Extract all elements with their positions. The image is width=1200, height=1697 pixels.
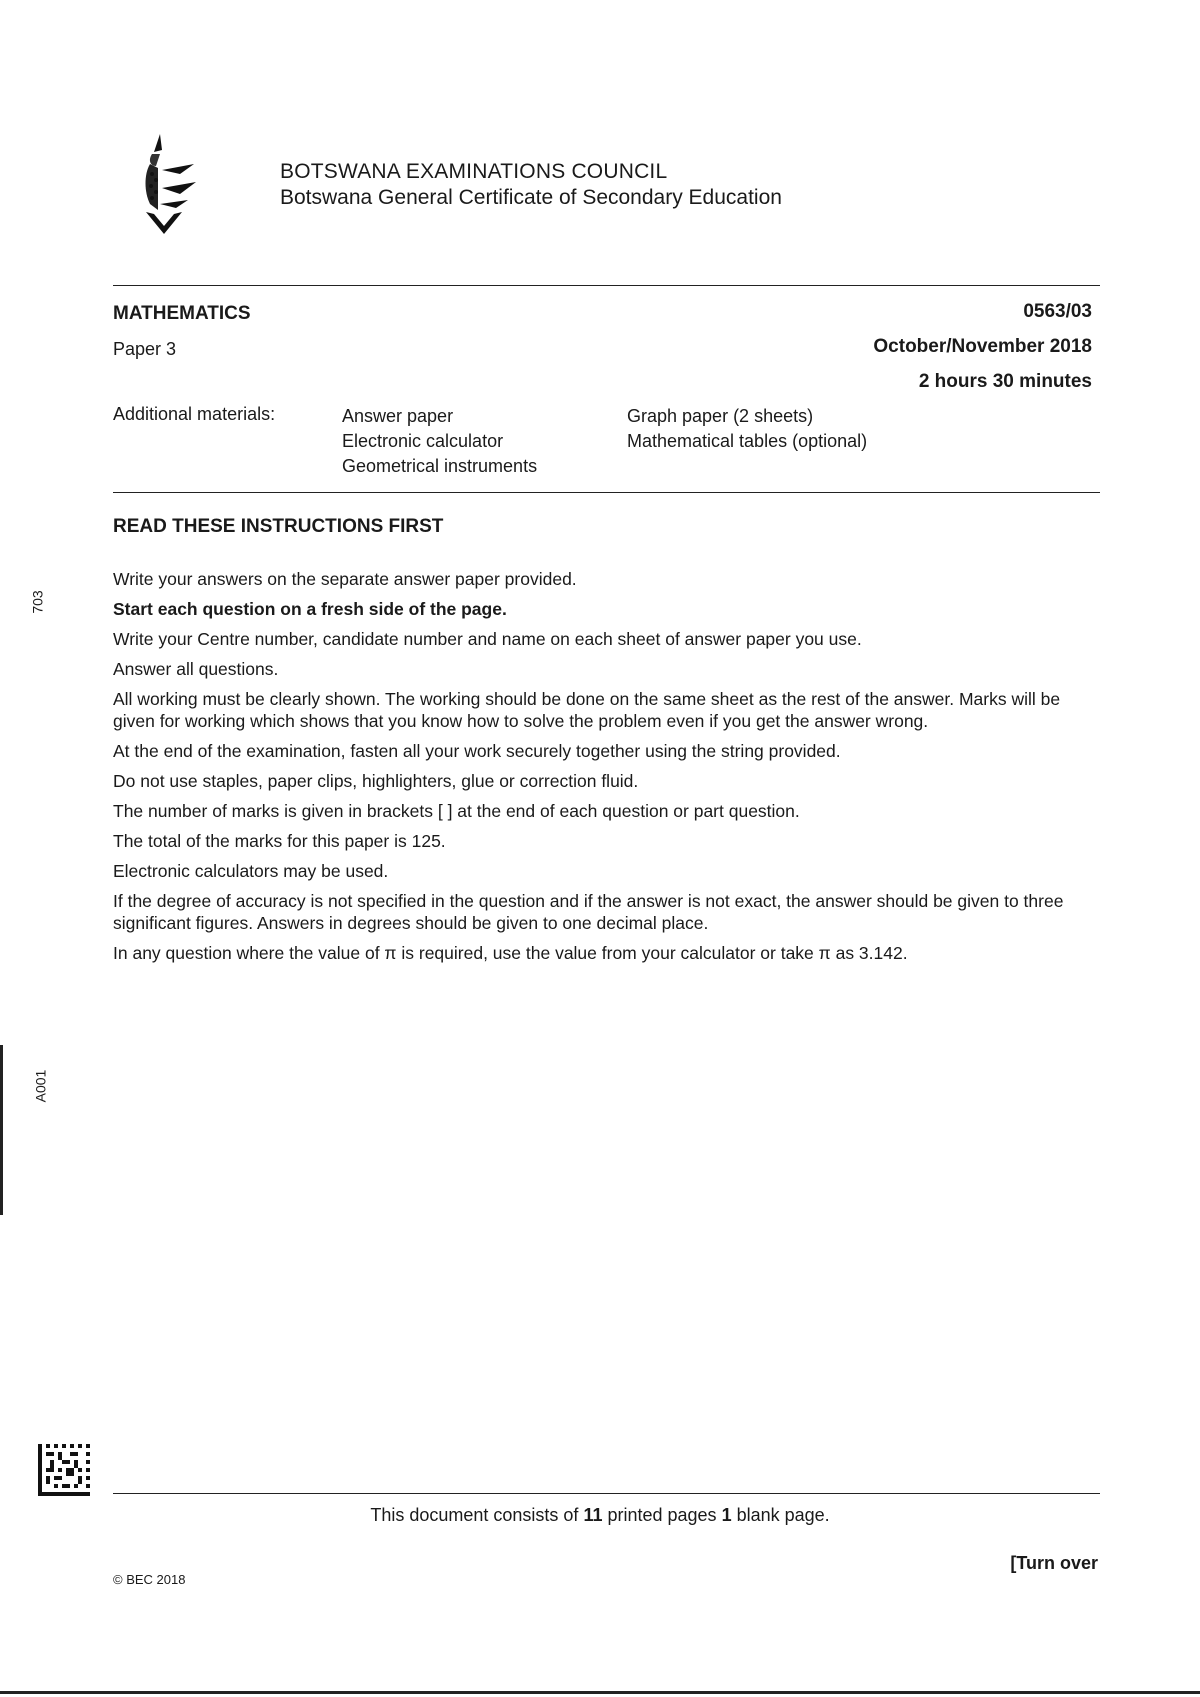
instruction-item: The number of marks is given in brackets [ ] at the end of each question or part question.	[113, 801, 800, 821]
exam-session: October/November 2018	[873, 336, 1092, 357]
instructions-list	[113, 568, 1098, 972]
instructions-heading: READ THESE INSTRUCTIONS FIRST	[113, 516, 444, 537]
paper-number: Paper 3	[113, 339, 177, 359]
page-count-note	[0, 1505, 1200, 1526]
instruction-item: Do not use staples, paper clips, highlighters, glue or correction fluid.	[113, 771, 639, 791]
subject-title: MATHEMATICS	[113, 303, 251, 324]
header-rule-bottom	[113, 492, 1100, 493]
instruction-item: Electronic calculators may be used.	[113, 861, 389, 881]
instruction-item: Write your answers on the separate answer paper provided.	[113, 569, 577, 589]
exam-duration: 2 hours 30 minutes	[918, 371, 1092, 392]
bec-crest-icon	[124, 130, 204, 242]
header-rule-top	[113, 285, 1100, 286]
page-count-text: blank page.	[731, 1505, 830, 1525]
instruction-item: In any question where the value of π is required, use the value from your calculator or take π as 3.142.	[113, 943, 908, 963]
council-name: BOTSWANA EXAMINATIONS COUNCIL	[280, 160, 668, 183]
bottom-edge-rule	[0, 1691, 1200, 1694]
printed-pages-count: 11	[583, 1505, 603, 1525]
blank-pages-count: 1	[721, 1505, 732, 1525]
side-code-top: 703	[29, 590, 46, 614]
page-count-text: printed pages	[602, 1505, 722, 1525]
instruction-item: If the degree of accuracy is not specified in the question and if the answer is not exact, the answer should be given to three significant figures. Answers in degrees should be given to one decimal place.	[113, 891, 1064, 933]
turn-over-label: [Turn over	[1010, 1553, 1098, 1573]
footer-rule	[113, 1493, 1100, 1494]
side-code-bottom: A001	[32, 1069, 49, 1103]
paper-code: 0563/03	[1023, 301, 1092, 322]
certificate-name: Botswana General Certificate of Secondary Education	[280, 186, 782, 209]
instruction-item: Answer all questions.	[113, 659, 279, 679]
materials-list-2	[627, 404, 867, 454]
material-item: Graph paper (2 sheets)	[627, 406, 814, 426]
materials-label: Additional materials:	[113, 404, 276, 424]
material-item: Geometrical instruments	[342, 456, 538, 476]
instruction-item: The total of the marks for this paper is 125.	[113, 831, 446, 851]
instruction-item: All working must be clearly shown. The working should be done on the same sheet as the rest of the answer. Marks will be given for working which shows that you know how to solve the problem even if you get the answer wrong.	[113, 689, 1061, 731]
instruction-item: Start each question on a fresh side of the page.	[113, 599, 507, 619]
page-count-text: This document consists of	[370, 1505, 584, 1525]
copyright-notice: © BEC 2018	[113, 1572, 186, 1587]
side-margin-bar	[0, 1045, 3, 1215]
datamatrix-barcode-icon	[38, 1444, 90, 1496]
material-item: Answer paper	[342, 406, 454, 426]
materials-list-1	[342, 404, 537, 479]
instruction-item: At the end of the examination, fasten all your work securely together using the string provided.	[113, 741, 841, 761]
material-item: Electronic calculator	[342, 431, 504, 451]
material-item: Mathematical tables (optional)	[627, 431, 868, 451]
instruction-item: Write your Centre number, candidate number and name on each sheet of answer paper you use.	[113, 629, 862, 649]
